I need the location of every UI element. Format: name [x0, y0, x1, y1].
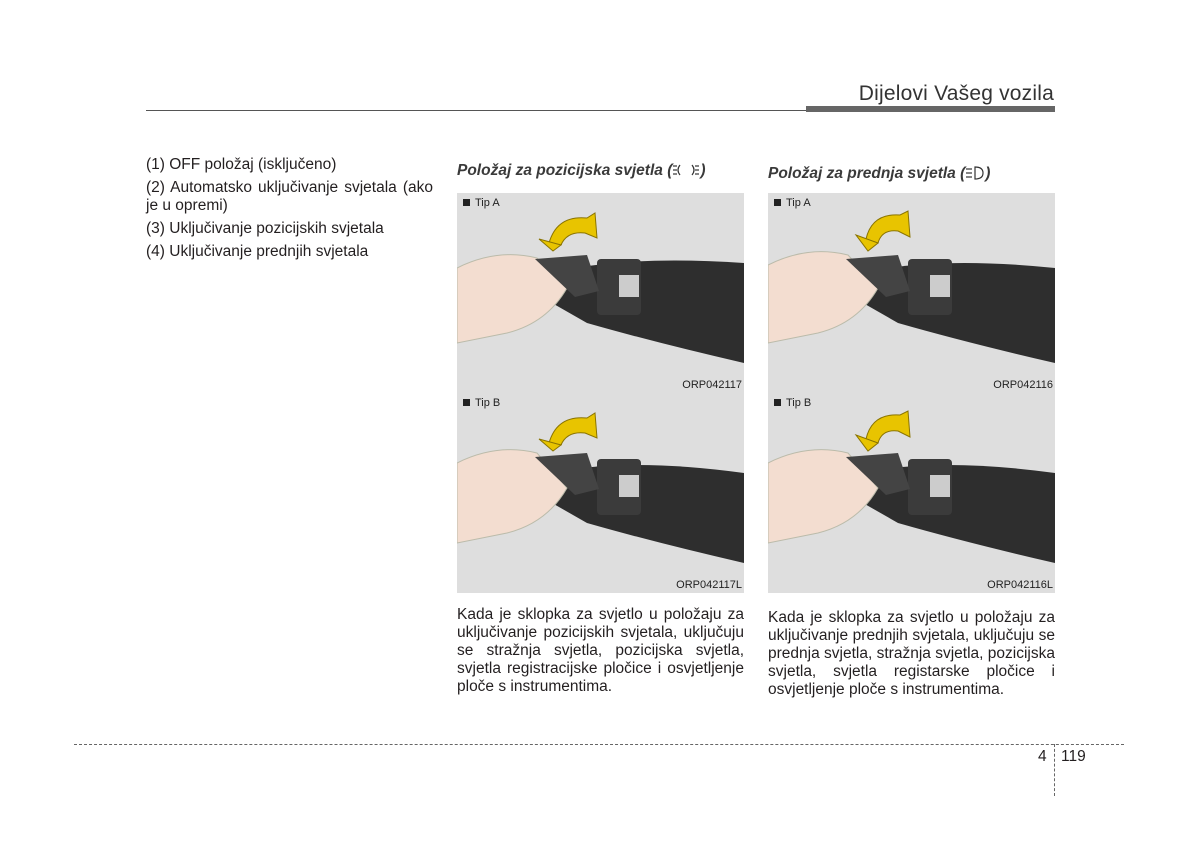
header-rule: [146, 110, 806, 111]
footer-divider: [1054, 744, 1055, 796]
stalk-illustration: [768, 193, 1055, 393]
chapter-number: 4: [1038, 748, 1047, 765]
headlamp-icon: [965, 165, 985, 182]
headlamp-heading: Položaj za prednja svjetla ( ): [768, 165, 991, 182]
tip-label: Tip B: [463, 397, 500, 409]
square-bullet-icon: [774, 399, 781, 406]
square-bullet-icon: [463, 399, 470, 406]
page-number: 119: [1061, 748, 1086, 765]
footer-rule: [74, 744, 1124, 745]
position-lamp-heading: Položaj za pozicijska svjetla ( ): [457, 162, 706, 179]
switch-positions-list: [146, 156, 433, 266]
list-item: (4) Uključivanje prednjih svjetala: [146, 243, 369, 260]
headlamp-description: Kada je sklopka za svjetlo u položaju za uključivanje prednjih svjetala, uključuju se prednja svjetla, stražnja svjetla, pozicijska svjetla, svjetla registarske pločice i osvjetljenje ploče s instrumentima.: [768, 609, 1055, 698]
section-title: Dijelovi Vašeg vozila: [858, 82, 1054, 105]
square-bullet-icon: [774, 199, 781, 206]
tip-label: Tip B: [774, 397, 811, 409]
figure-code: ORP042116L: [987, 579, 1053, 591]
figure-tip-b-position: [457, 393, 744, 593]
position-lamp-icon: [672, 162, 700, 179]
position-lamp-description: Kada je sklopka za svjetlo u položaju za uključivanje pozicijskih svjetala, uključuju se stražnja svjetla, pozicijska svjetla, svjetla registracijske pločice i osvjetljenje ploče s instrumentima.: [457, 606, 744, 695]
stalk-illustration: [768, 393, 1055, 593]
figure-code: ORP042117L: [676, 579, 742, 591]
figure-code: ORP042117: [682, 379, 742, 391]
header-rule-accent: [806, 106, 1055, 112]
figure-tip-a-position: [457, 193, 744, 393]
square-bullet-icon: [463, 199, 470, 206]
figure-tip-b-headlamp: [768, 393, 1055, 593]
list-item: (3) Uključivanje pozicijskih svjetala: [146, 220, 384, 237]
figure-tip-a-headlamp: [768, 193, 1055, 393]
tip-label: Tip A: [463, 197, 500, 209]
list-item: (2) Automatsko uključivanje svjetala (ako je u opremi): [146, 179, 433, 214]
figure-code: ORP042116: [993, 379, 1053, 391]
stalk-illustration: [457, 393, 744, 593]
stalk-illustration: [457, 193, 744, 393]
list-item: (1) OFF položaj (isključeno): [146, 156, 337, 173]
tip-label: Tip A: [774, 197, 811, 209]
